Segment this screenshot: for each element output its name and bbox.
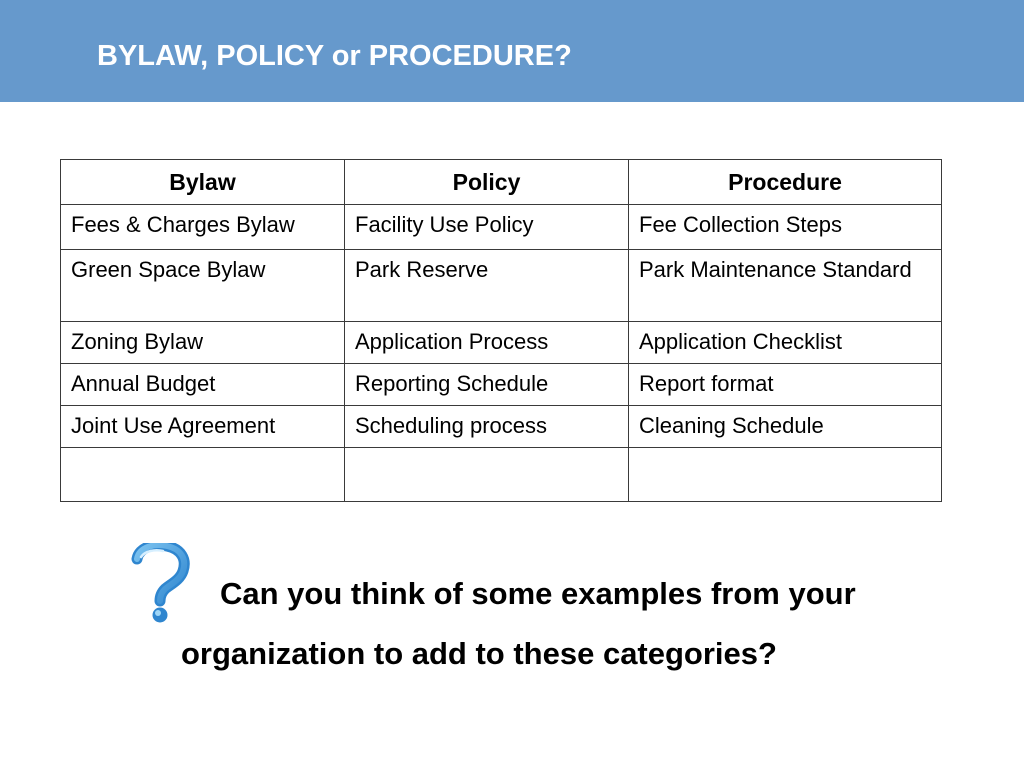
table-cell: Application Process: [345, 322, 629, 364]
table-row: [61, 406, 942, 448]
prompt-question-line-2: organization to add to these categories?: [181, 636, 777, 671]
table-header-row: [61, 160, 942, 205]
table-row: [61, 322, 942, 364]
table-cell: Zoning Bylaw: [61, 322, 345, 364]
question-mark-icon: [129, 543, 191, 625]
column-header-bylaw: Bylaw: [61, 160, 345, 205]
table-cell: Report format: [629, 364, 942, 406]
table-cell: Park Reserve: [345, 250, 629, 322]
table-cell: Cleaning Schedule: [629, 406, 942, 448]
table-cell: Fee Collection Steps: [629, 205, 942, 250]
table-cell: Annual Budget: [61, 364, 345, 406]
table-row-empty: [61, 448, 942, 502]
column-header-policy: Policy: [345, 160, 629, 205]
table-cell: [61, 448, 345, 502]
slide-title: BYLAW, POLICY or PROCEDURE?: [97, 40, 572, 72]
table-cell: Joint Use Agreement: [61, 406, 345, 448]
table-cell: Application Checklist: [629, 322, 942, 364]
table-row: [61, 250, 942, 322]
table-cell: Scheduling process: [345, 406, 629, 448]
title-bar: [0, 0, 1024, 102]
table-row: [61, 364, 942, 406]
classification-table: [60, 159, 942, 502]
table-cell: Park Maintenance Standard: [629, 250, 942, 322]
column-header-procedure: Procedure: [629, 160, 942, 205]
table-cell: Facility Use Policy: [345, 205, 629, 250]
prompt-question-line-1: Can you think of some examples from your: [220, 576, 856, 611]
table-cell: [629, 448, 942, 502]
table-row: [61, 205, 942, 250]
table-cell: [345, 448, 629, 502]
table-cell: Green Space Bylaw: [61, 250, 345, 322]
table-cell: Reporting Schedule: [345, 364, 629, 406]
table-cell: Fees & Charges Bylaw: [61, 205, 345, 250]
